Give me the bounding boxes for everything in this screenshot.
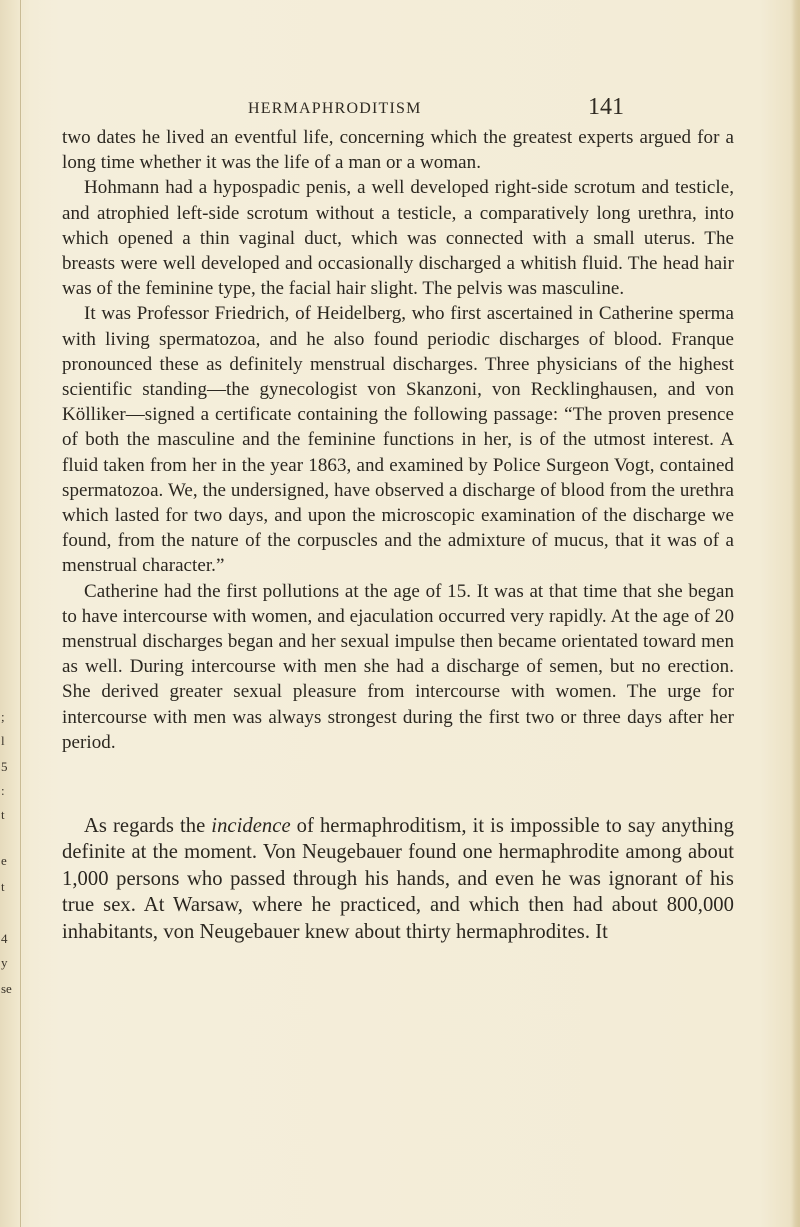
paragraph: Catherine had the first pollutions at the age of 15. It was at that time that she began to have intercourse with women, and ejaculation occurred very rapidly. At the age of 20 menstrual discharges began and her sexual impulse then became orientated toward men as well. During intercourse with men she had a discharge of semen, but no erection. She derived greater sexual pleasure from intercourse with women. The urge for intercourse with men was always strongest during the first two or three days after her period. bbox=[62, 580, 734, 753]
margin-mark: y bbox=[1, 955, 8, 970]
margin-mark: l bbox=[1, 733, 5, 748]
margin-mark: t bbox=[1, 879, 5, 894]
paragraph-incidence bbox=[62, 813, 734, 945]
margin-mark: se bbox=[1, 981, 12, 996]
margin-mark: e bbox=[1, 853, 7, 868]
paragraph: two dates he lived an eventful life, concerning which the greatest experts argued for a long time whether it was the life of a man or a woman. bbox=[62, 127, 734, 174]
text-run: As regards the bbox=[84, 815, 212, 837]
margin-mark: : bbox=[1, 783, 5, 798]
paragraph: It was Professor Friedrich, of Heidelberg, who first ascertained in Catherine sperma with living spermatozoa, and he also found periodic discharges of blood. Franque pronounced these as definitely menstrual discharges. Three physicians of the highest scientific standing—the gynecologist von Skanzoni, von Recklinghausen, and von Kölliker—signed a certificate containing the following passage: “The proven presence of both the masculine and the feminine functions in her, is of the utmost interest. A fluid taken from her in the year 1863, and examined by Police Surgeon Vogt, contained spermatozoa. We, the undersigned, have observed a discharge of blood from the urethra which lasted for two days, and upon the microscopic examination of the discharge we found, from the nature of the corpuscles and the admixture of mucus, that it was of a menstrual character.” bbox=[62, 303, 734, 577]
paragraph: Hohmann had a hypospadic penis, a well developed right-side scrotum and testicle, and atrophied left-side scrotum without a testicle, a comparatively long urethra, into which opened a thin vaginal duct, which was connected with a small uterus. The breasts were well developed and occasionally discharged a whitish fluid. The head hair was of the feminine type, the facial hair slight. The pelvis was masculine. bbox=[62, 177, 734, 300]
binding-line bbox=[20, 0, 21, 1227]
second-section bbox=[62, 813, 734, 945]
margin-mark: 4 bbox=[1, 931, 8, 946]
right-page-edge bbox=[792, 0, 800, 1227]
body-text bbox=[62, 125, 734, 755]
running-head bbox=[0, 94, 800, 122]
text-run: of hermaphroditism, it is impossible to say anything definite at the moment. Von Neugebauer found one hermaphrodite among about 1,000 persons who passed through his hands, and even he was ignorant of his true sex. At Warsaw, where he practiced, and which then had about 800,000 inhabitants, von Neugebauer knew about thirty hermaphrodites. It bbox=[62, 815, 734, 943]
margin-mark: t bbox=[1, 807, 5, 822]
binding-edge bbox=[0, 0, 22, 1227]
margin-mark: 5 bbox=[1, 759, 8, 774]
running-title: HERMAPHRODITISM bbox=[248, 100, 422, 117]
italic-term: incidence bbox=[211, 815, 291, 837]
margin-mark: ; bbox=[1, 709, 5, 724]
page-number: 141 bbox=[588, 94, 624, 120]
